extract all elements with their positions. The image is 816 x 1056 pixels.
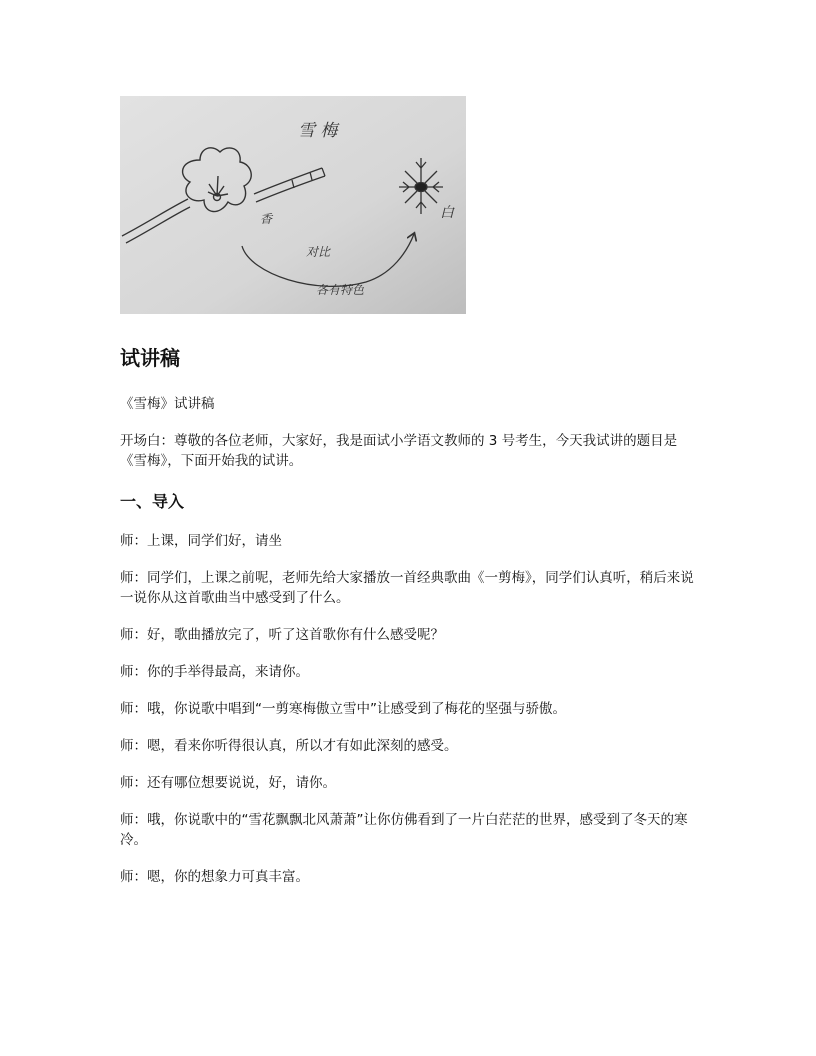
blackboard-sketch-image bbox=[120, 96, 466, 314]
dialogue-paragraph: 师：你的手举得最高，来请你。 bbox=[120, 664, 309, 680]
section-heading: 一、导入 bbox=[120, 492, 185, 511]
document-page bbox=[120, 96, 700, 887]
dialogue-paragraph: 师：同学们，上课之前呢，老师先给大家播放一首经典歌曲《一剪梅》，同学们认真听，稍后来说一说你从这首歌曲当中感受到了什么。 bbox=[120, 570, 694, 606]
document-subtitle: 《雪梅》试讲稿 bbox=[120, 396, 215, 412]
dialogue-paragraph: 师：哦，你说歌中的“雪花飘飘北风萧萧”让你仿佛看到了一片白茫茫的世界，感受到了冬天的寒冷。 bbox=[120, 812, 688, 848]
dialogue-paragraph: 师：好，歌曲播放完了，听了这首歌你有什么感受呢？ bbox=[120, 627, 444, 643]
document-title: 试讲稿 bbox=[120, 346, 180, 370]
sketch-label-contrast: 对比 bbox=[306, 245, 331, 259]
opening-paragraph: 开场白：尊敬的各位老师，大家好，我是面试小学语文教师的 3 号考生，今天我试讲的题目是《雪梅》，下面开始我的试讲。 bbox=[120, 433, 678, 469]
dialogue-paragraph: 师：哦，你说歌中唱到“一剪寒梅傲立雪中”让感受到了梅花的坚强与骄傲。 bbox=[120, 701, 566, 717]
sketch-label-each-feature: 各有特色 bbox=[316, 283, 365, 297]
sketch-label-white: 白 bbox=[440, 205, 454, 221]
dialogue-paragraph: 师：上课，同学们好，请坐 bbox=[120, 533, 282, 549]
sketch-label-fragrance: 香 bbox=[260, 212, 273, 226]
dialogue-paragraph: 师：嗯，你的想象力可真丰富。 bbox=[120, 869, 309, 885]
sketch-label-snow-plum: 雪 梅 bbox=[298, 121, 338, 141]
dialogue-paragraph: 师：嗯，看来你听得很认真，所以才有如此深刻的感受。 bbox=[120, 738, 458, 754]
dialogue-paragraph: 师：还有哪位想要说说，好，请你。 bbox=[120, 775, 336, 791]
